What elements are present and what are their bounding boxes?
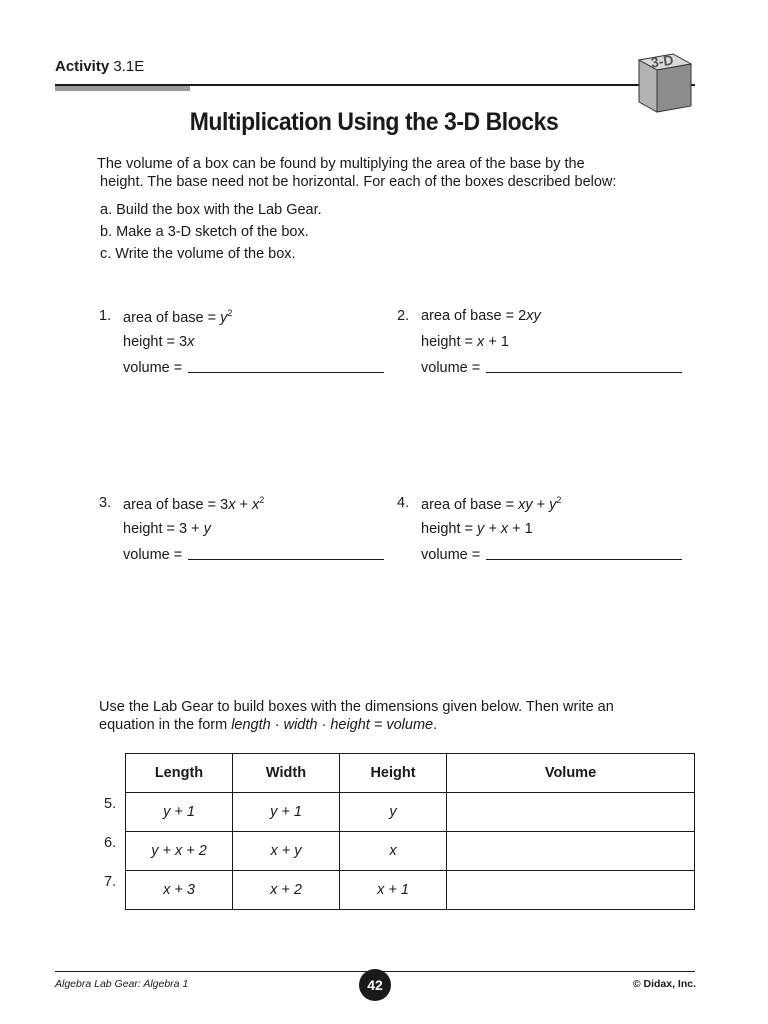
row-number-6: 6.: [104, 835, 117, 851]
table-header-row: [126, 754, 695, 793]
base-line: area of base = $y^2$: [123, 308, 233, 326]
height-line: height = 3x: [123, 334, 195, 350]
volume-line: volume =: [123, 360, 384, 376]
base-line: area of base = $3x + x^2$: [123, 495, 265, 513]
footer-book-title: Algebra Lab Gear: Algebra 1: [55, 978, 189, 990]
row-number-7: 7.: [104, 874, 117, 890]
cell-height: y: [340, 793, 447, 832]
activity-label: Activity: [55, 58, 110, 75]
steps-list: [100, 199, 322, 265]
problem-number: 2.: [397, 308, 410, 324]
part2-instructions: [99, 698, 659, 734]
page-number-badge: 42: [359, 969, 391, 1001]
cell-volume[interactable]: [447, 871, 695, 910]
header-accent-bar: [55, 86, 190, 91]
volume-answer-blank[interactable]: [486, 371, 682, 373]
step-a: a. Build the box with the Lab Gear.: [100, 202, 322, 218]
3d-cube-icon: [633, 44, 699, 116]
page-title: Multiplication Using the 3-D Blocks: [189, 108, 559, 136]
problem-number: 4.: [397, 495, 410, 511]
step-b: b. Make a 3-D sketch of the box.: [100, 224, 309, 240]
dimensions-table: [125, 753, 695, 910]
cell-height: x: [340, 832, 447, 871]
cell-length: y + 1: [126, 793, 233, 832]
col-header-height: Height: [340, 754, 447, 793]
part2-line-1: Use the Lab Gear to build boxes with the dimensions given below. Then write an: [99, 699, 614, 715]
intro-line-2: height. The base need not be horizontal. For each of the boxes described below:: [100, 174, 617, 190]
base-line: area of base = 2xy: [421, 308, 541, 324]
col-header-width: Width: [233, 754, 340, 793]
problem-number: 3.: [99, 495, 112, 511]
height-line: height = y + x + 1: [421, 521, 533, 537]
volume-answer-blank[interactable]: [188, 371, 384, 373]
cell-volume[interactable]: [447, 832, 695, 871]
cell-length: y + x + 2: [126, 832, 233, 871]
footer-copyright: © Didax, Inc.: [632, 978, 696, 990]
height-line: height = x + 1: [421, 334, 509, 350]
part2-line-2: equation in the form length · width · height = volume.: [99, 717, 438, 733]
cube-badge-text: 3-D: [649, 51, 675, 71]
problem-number: 1.: [99, 308, 112, 324]
col-header-length: Length: [126, 754, 233, 793]
cell-width: y + 1: [233, 793, 340, 832]
cell-height: x + 1: [340, 871, 447, 910]
activity-number: 3.1E: [113, 58, 145, 75]
row-number-5: 5.: [104, 796, 117, 812]
base-line: area of base = xy + $y^2$: [421, 495, 562, 513]
step-c: c. Write the volume of the box.: [100, 246, 296, 262]
intro-line-1: The volume of a box can be found by multiplying the area of the base by the: [97, 156, 585, 172]
activity-header: [55, 58, 144, 75]
cell-width: x + 2: [233, 871, 340, 910]
table-row: [126, 832, 695, 871]
table-row: [126, 871, 695, 910]
volume-line: volume =: [421, 360, 682, 376]
volume-answer-blank[interactable]: [188, 558, 384, 560]
cell-length: x + 3: [126, 871, 233, 910]
col-header-volume: Volume: [447, 754, 695, 793]
volume-line: volume =: [123, 547, 384, 563]
table-row: [126, 793, 695, 832]
cell-width: x + y: [233, 832, 340, 871]
volume-line: volume =: [421, 547, 682, 563]
cell-volume[interactable]: [447, 793, 695, 832]
height-line: height = 3 + y: [123, 521, 211, 537]
intro-text: [97, 155, 657, 191]
volume-answer-blank[interactable]: [486, 558, 682, 560]
